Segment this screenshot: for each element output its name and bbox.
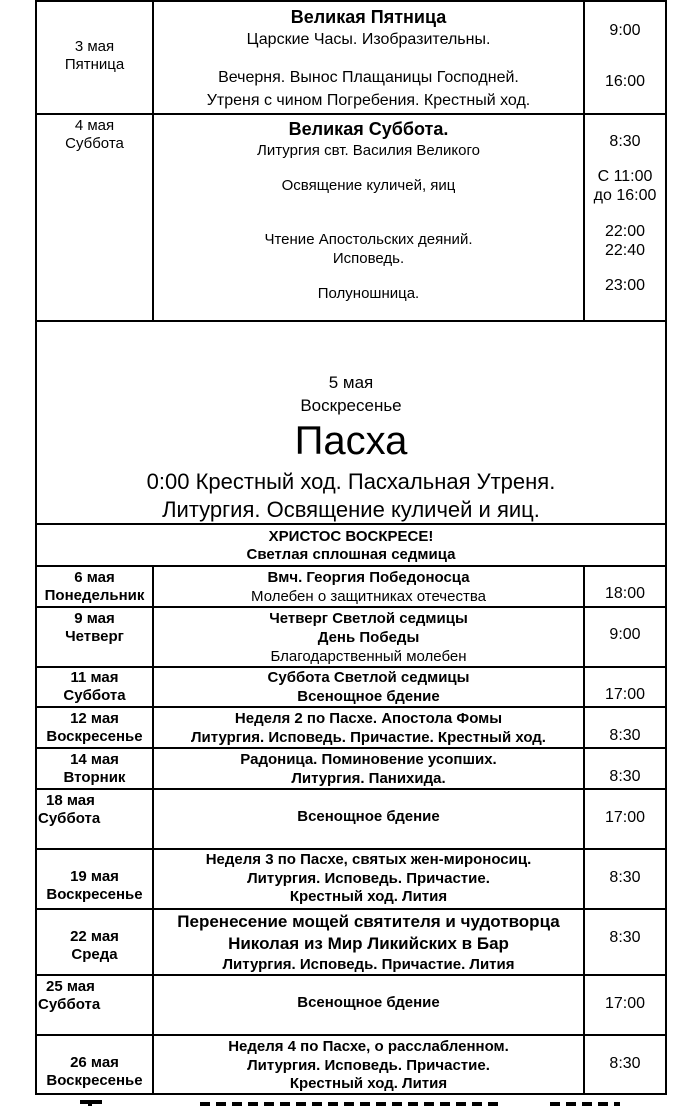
easter-banner — [37, 525, 665, 565]
pascha-line-2: Литургия. Освящение куличей и яиц. — [162, 497, 540, 522]
row-date: 19 мая Воскресенье — [46, 868, 143, 903]
pascha-line-1: 0:00 Крестный ход. Пасхальная Утреня. — [146, 469, 556, 494]
banner-line-1: ХРИСТОС ВОСКРЕСЕ! — [268, 528, 434, 545]
pascha-title: Пасха — [294, 419, 408, 463]
row-time: 8:30 — [609, 768, 641, 785]
row-date: 25 мая Суббота — [38, 978, 101, 1013]
row-time: 8:30 — [609, 869, 641, 886]
row-date: 18 мая Суббота — [38, 792, 101, 827]
pascha-block — [37, 322, 665, 523]
row-date: 26 мая Воскресенье — [46, 1054, 143, 1089]
pascha-weekday: Воскресенье — [300, 396, 402, 415]
row-date: 6 мая Понедельник — [44, 569, 145, 604]
row-time: 9:00 — [609, 626, 641, 643]
cutoff-heading-fragment — [80, 1100, 640, 1106]
row-services: Великая Пятница Царские Часы. Изобразительны. Вечерня. Вынос Плащаницы Господней. Утреня с чином Погребения. Крестный ход. — [206, 7, 531, 109]
pascha-date: 5 мая — [328, 373, 374, 392]
row-time: 8:30 — [609, 727, 641, 744]
row-date: 12 мая Воскресенье — [46, 710, 143, 745]
row-time: С 11:00 — [597, 168, 653, 185]
row-time: 17:00 — [604, 809, 646, 826]
row-time: до 16:00 — [593, 187, 657, 204]
row-services: Великая Суббота. Литургия свт. Василия Великого Освящение куличей, яиц Чтение Апостольских деяний. Исповедь. Полуношница. — [257, 119, 480, 302]
row-date: 22 мая Среда — [70, 928, 119, 963]
row-time: 16:00 — [604, 73, 646, 90]
row-date: 4 мая Суббота — [65, 117, 124, 152]
row-time: 17:00 — [604, 686, 646, 703]
row-time: 18:00 — [604, 585, 646, 602]
row-time: 9:00 — [609, 22, 641, 39]
row-date: 11 мая Суббота — [63, 669, 126, 704]
row-time: 22:40 — [604, 242, 646, 259]
row-time: 8:30 — [609, 1055, 641, 1072]
row-time: 17:00 — [604, 995, 646, 1012]
row-date: 9 мая Четверг — [65, 610, 124, 645]
row-time: 8:30 — [609, 929, 641, 946]
banner-line-2: Светлая сплошная седмица — [246, 546, 456, 563]
row-date: 14 мая Вторник — [63, 751, 126, 786]
row-time: 8:30 — [609, 133, 641, 150]
row-time: 22:00 — [604, 223, 646, 240]
row-date: 3 мая Пятница — [64, 38, 125, 73]
row-time: 23:00 — [604, 277, 646, 294]
